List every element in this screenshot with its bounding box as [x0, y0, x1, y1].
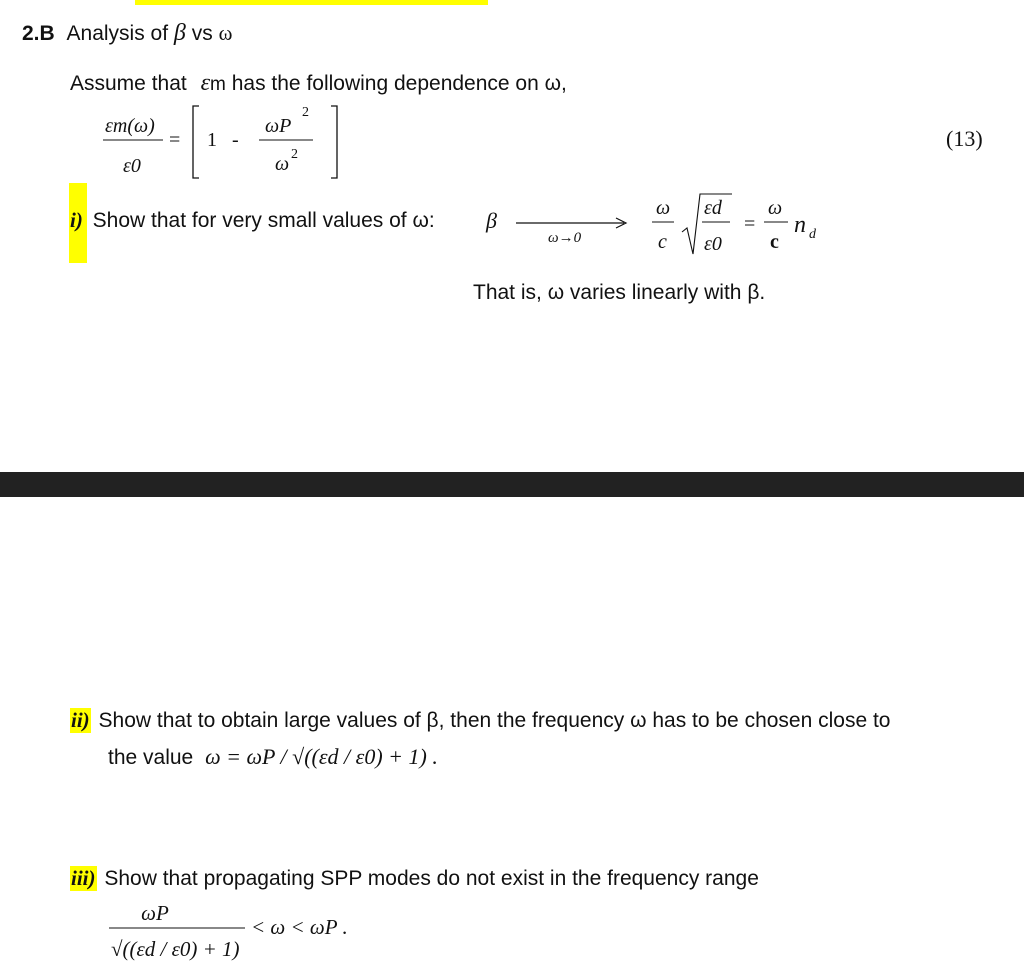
part-i-sqrt-num: εd [704, 197, 722, 219]
section-title-text: Analysis of [66, 22, 169, 45]
part-iii-line [70, 866, 759, 891]
part-ii-line2 [108, 744, 438, 770]
part-i-frac2-den: c [770, 231, 779, 253]
section-vs: vs [191, 22, 213, 45]
part-iii-text: Show that propagating SPP modes do not exist in the frequency range [104, 867, 759, 890]
part-i-equation [486, 192, 836, 267]
eq13-rhs-num: ωP [265, 115, 292, 137]
eq13-rhs-den: ω [275, 153, 290, 175]
part-i-arrow-label: ω→0 [548, 230, 582, 246]
section-heading [22, 20, 232, 47]
equation-13-svg [95, 100, 355, 182]
assume-text-after: has the following dependence on ω, [231, 72, 567, 95]
equation-13-label: (13) [946, 126, 983, 151]
part-i-frac1-den: c [658, 231, 667, 253]
eq13-minus: - [232, 129, 239, 151]
part-iii-frac-den: √((εd / ε0) + 1) [111, 937, 240, 961]
assume-line [70, 70, 567, 97]
eq13-lhs-den: ε0 [123, 155, 141, 177]
part-i-line [70, 208, 435, 233]
assume-text-before: Assume that [70, 72, 187, 95]
part-ii-formula: ω = ωP / √((εd / ε0) + 1) . [205, 744, 438, 769]
assume-epsilon: ε [200, 70, 211, 96]
eq13-lhs-num: εm(ω) [105, 115, 155, 137]
part-ii-text-line2: the value [108, 746, 194, 769]
eq13-left-bracket [193, 106, 199, 178]
section-beta: β [173, 20, 186, 46]
part-i-equation-svg [486, 192, 836, 262]
part-iii-equation [105, 898, 385, 973]
part-iii-equation-svg [105, 898, 385, 968]
eq13-equals: = [169, 129, 181, 151]
part-i-n-sub: d [809, 227, 816, 242]
eq13-rhs-num-exp: 2 [302, 105, 309, 120]
part-i-n: n [794, 212, 806, 238]
eq13-rhs-den-exp: 2 [291, 147, 298, 162]
assume-subscript: m [210, 74, 226, 95]
eq13-right-bracket [331, 106, 337, 178]
part-iii-marker: iii) [71, 866, 96, 890]
part-i-conclusion: That is, ω varies linearly with β. [473, 281, 766, 304]
equation-13 [95, 100, 355, 187]
part-i-beta: β [486, 208, 497, 233]
top-highlight-strip [135, 0, 488, 5]
part-i-frac2-num: ω [768, 197, 783, 219]
part-ii-marker: ii) [71, 708, 90, 732]
part-i-text: Show that for very small values of ω: [92, 209, 435, 232]
part-i-frac1-num: ω [656, 197, 671, 219]
section-omega: ω [218, 21, 233, 45]
part-i-marker: i) [70, 208, 83, 232]
part-ii-text-line1: Show that to obtain large values of β, then the frequency ω has to be chosen close to [98, 709, 891, 732]
page-divider [0, 472, 1024, 497]
part-iii-frac-num: ωP [141, 901, 169, 925]
section-number: 2.B [22, 22, 55, 45]
eq13-one: 1 [207, 129, 217, 151]
part-ii-line1 [70, 708, 891, 733]
part-i-sqrt-den: ε0 [704, 233, 722, 255]
part-iii-tail: < ω < ωP . [251, 915, 348, 939]
part-i-equals: = [744, 213, 756, 235]
